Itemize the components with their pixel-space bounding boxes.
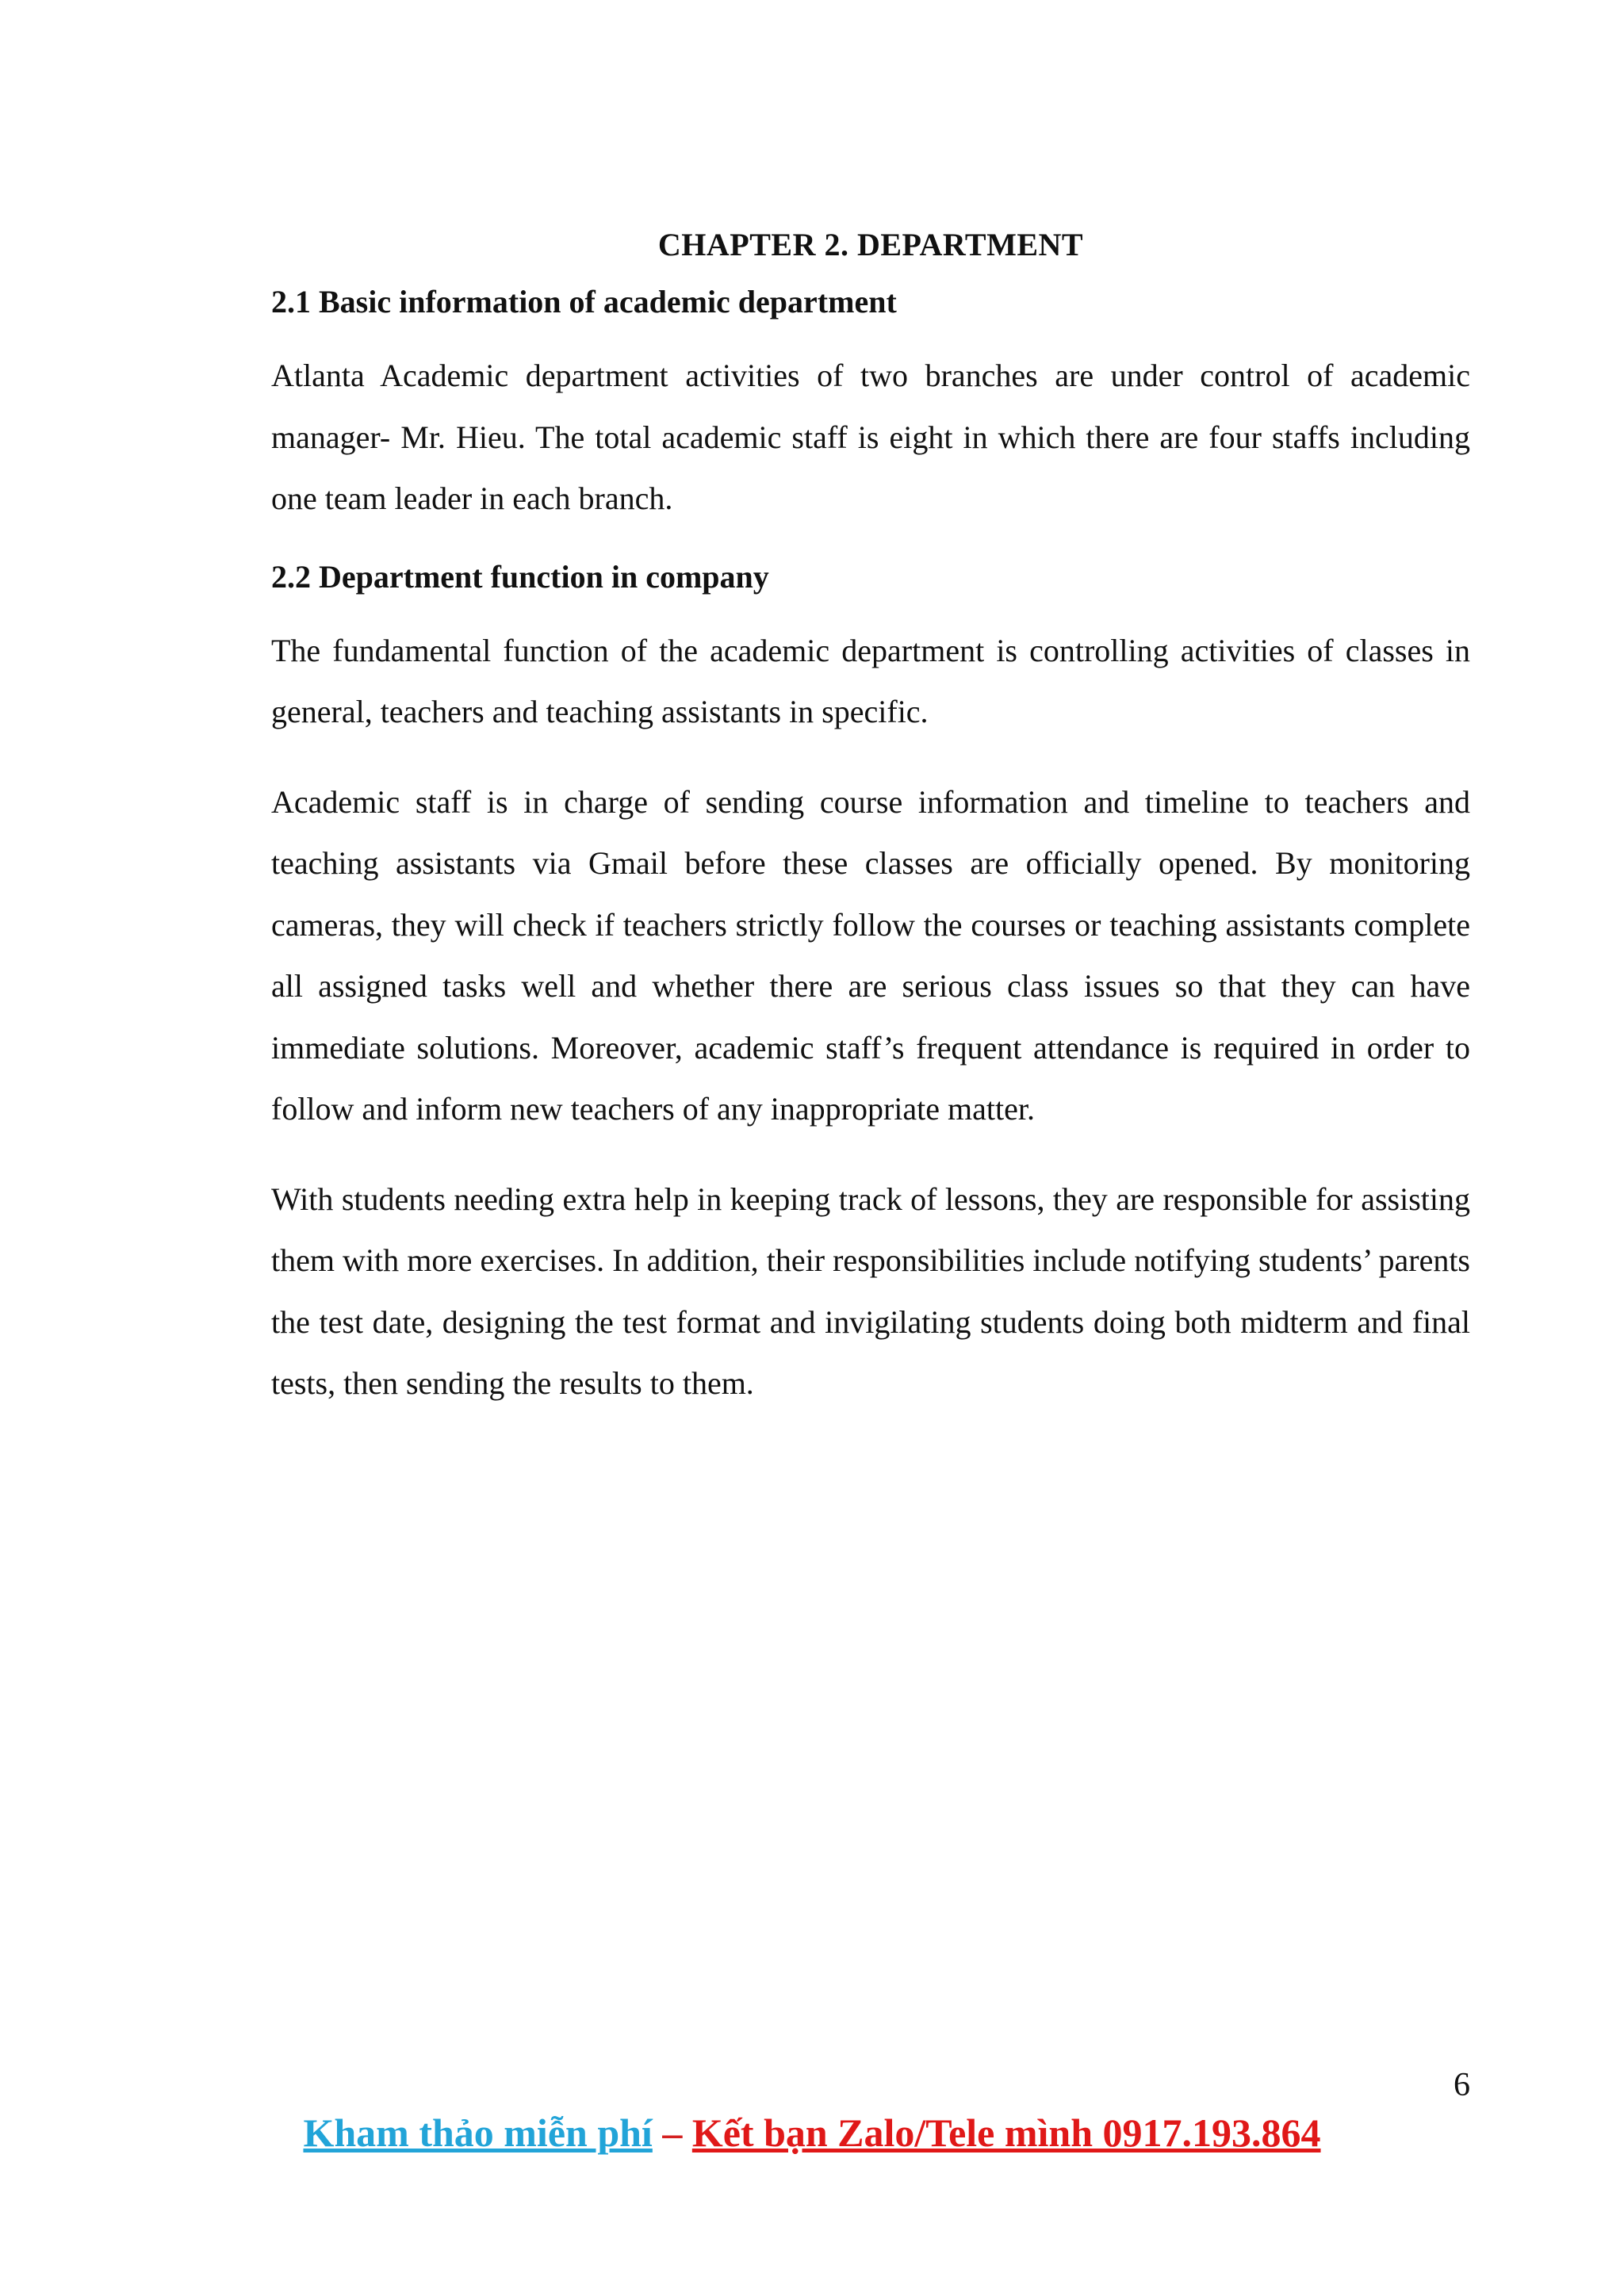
section-heading-2-1: 2.1 Basic information of academic department [271,284,897,320]
contact-link[interactable]: Kết bạn Zalo/Tele mình 0917.193.864 [691,2110,1321,2155]
paragraph: Academic staff is in charge of sending course information and timeline to teachers and teaching assistants via Gmail before these classes are officially opened. By monitoring cameras, they will check if teachers strictly follow the courses or teaching assistants complete all assigned tasks well and whether there are serious class issues so that they can have immediate solutions. Moreover, academic staff’s frequent attendance is required in order to follow and inform new teachers of any inappropriate matter. [271,783,1470,1127]
paragraph: Atlanta Academic department activities of two branches are under control of academic manager- Mr. Hieu. The total academic staff is eight in which there are four staffs including one team leader in each branch. [271,358,1470,516]
paragraph: With students needing extra help in keeping track of lessons, they are responsible for assisting them with more exercises. In addition, their responsibilities include notifying students’ parents the test date, designing the test format and invigilating students doing both midterm and final tests, then sending the results to them. [271,1181,1470,1401]
chapter-title: CHAPTER 2. DEPARTMENT [657,227,1084,262]
paragraph: The fundamental function of the academic department is controlling activities of classes in general, teachers and teaching assistants in specific. [271,632,1470,729]
page-number: 6 [1454,2067,1470,2103]
footer-separator: – [652,2110,692,2155]
free-reference-link[interactable]: Kham thảo miễn phí [303,2110,653,2155]
page-content [271,226,1470,1443]
section-heading-2-2: 2.2 Department function in company [271,558,769,595]
footer-promo [0,2109,1624,2156]
